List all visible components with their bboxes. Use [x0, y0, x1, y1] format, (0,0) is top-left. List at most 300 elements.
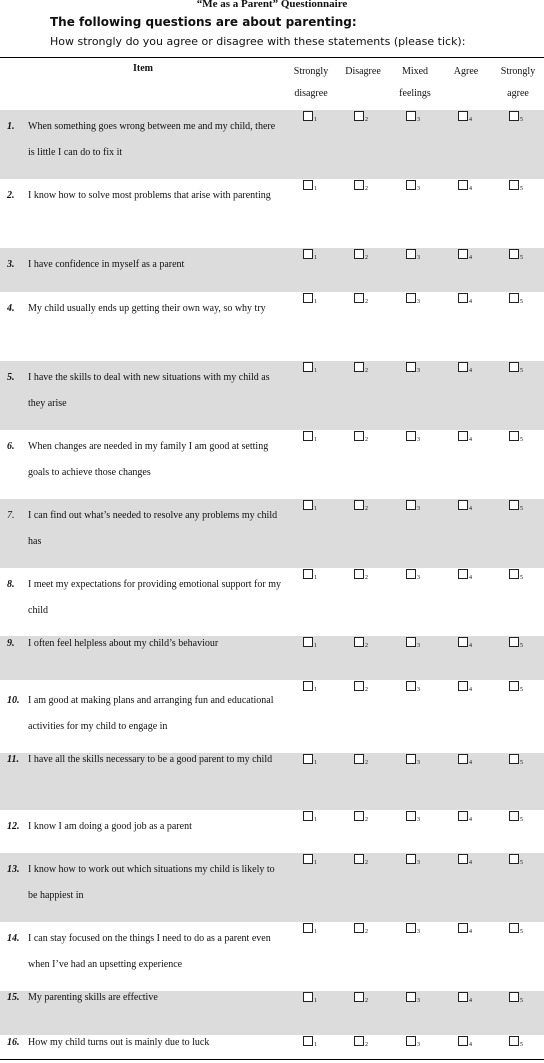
- tick-checkbox[interactable]: [458, 811, 468, 821]
- tick-checkbox[interactable]: [458, 569, 468, 579]
- response-option: [406, 854, 436, 870]
- response-option: [406, 811, 436, 827]
- item-number: 2.: [7, 190, 15, 201]
- scale-number: 5: [520, 687, 523, 693]
- column-header-line: feelings: [399, 88, 431, 99]
- tick-checkbox[interactable]: [458, 431, 468, 441]
- tick-checkbox[interactable]: [509, 992, 519, 1002]
- response-option: [458, 293, 488, 309]
- item-number: 7.: [7, 510, 15, 521]
- item-number: 8.: [7, 579, 15, 590]
- item-number: 12.: [7, 821, 20, 832]
- scale-number: 1: [314, 998, 317, 1004]
- scale-number: 1: [314, 817, 317, 823]
- scale-number: 2: [365, 1042, 368, 1048]
- scale-number: 1: [314, 299, 317, 305]
- scale-number: 2: [365, 687, 368, 693]
- response-option: [458, 923, 488, 939]
- scale-number: 2: [365, 760, 368, 766]
- scale-number: 1: [314, 860, 317, 866]
- scale-number: 4: [469, 437, 472, 443]
- table-row: [0, 430, 544, 499]
- tick-checkbox[interactable]: [458, 180, 468, 190]
- tick-checkbox[interactable]: [303, 569, 313, 579]
- tick-checkbox[interactable]: [303, 431, 313, 441]
- response-option: [303, 681, 333, 697]
- item-text: I can stay focused on the things I need to do as a parent even when I’ve had an upsetting experience: [28, 933, 271, 970]
- tick-checkbox[interactable]: [354, 180, 364, 190]
- item-number: 3.: [7, 259, 15, 270]
- response-option: [509, 362, 539, 378]
- scale-number: 5: [520, 860, 523, 866]
- response-option: [303, 923, 333, 939]
- tick-checkbox[interactable]: [354, 293, 364, 303]
- response-option: [303, 249, 333, 265]
- response-option: [458, 854, 488, 870]
- response-option: [303, 362, 333, 378]
- item-number: 15.: [7, 992, 20, 1003]
- tick-checkbox[interactable]: [458, 111, 468, 121]
- response-option: [406, 362, 436, 378]
- scale-number: 2: [365, 575, 368, 581]
- table-row: [0, 853, 544, 922]
- tick-checkbox[interactable]: [354, 992, 364, 1002]
- tick-checkbox[interactable]: [406, 854, 416, 864]
- column-header-line: Disagree: [345, 66, 381, 77]
- tick-checkbox[interactable]: [458, 637, 468, 647]
- tick-checkbox[interactable]: [406, 637, 416, 647]
- scale-number: 3: [417, 817, 420, 823]
- item-text: I know how to work out which situations my child is likely to be happiest in: [28, 864, 275, 901]
- scale-number: 1: [314, 760, 317, 766]
- response-option: [509, 811, 539, 827]
- response-option: [354, 293, 384, 309]
- tick-checkbox[interactable]: [458, 500, 468, 510]
- item-text: I can find out what’s needed to resolve any problems my child has: [28, 510, 278, 547]
- response-option: [354, 180, 384, 196]
- item-number: 11.: [7, 754, 19, 765]
- scale-number: 2: [365, 643, 368, 649]
- item-text: I know I am doing a good job as a parent: [28, 821, 192, 832]
- scale-number: 2: [365, 368, 368, 374]
- tick-checkbox[interactable]: [406, 811, 416, 821]
- scale-number: 2: [365, 437, 368, 443]
- tick-checkbox[interactable]: [354, 249, 364, 259]
- intro-instruction: How strongly do you agree or disagree with these statements (please tick):: [50, 35, 466, 48]
- response-option: [354, 111, 384, 127]
- response-option: [458, 811, 488, 827]
- response-option: [354, 569, 384, 585]
- tick-checkbox[interactable]: [406, 1036, 416, 1046]
- scale-number: 4: [469, 860, 472, 866]
- tick-checkbox[interactable]: [458, 854, 468, 864]
- scale-number: 4: [469, 368, 472, 374]
- response-option: [406, 569, 436, 585]
- response-option: [354, 811, 384, 827]
- tick-checkbox[interactable]: [406, 293, 416, 303]
- response-option: [354, 1036, 384, 1052]
- response-option: [458, 431, 488, 447]
- table-row: [0, 680, 544, 753]
- tick-checkbox[interactable]: [303, 637, 313, 647]
- table-row: [0, 568, 544, 636]
- scale-number: 3: [417, 368, 420, 374]
- table-row: [0, 1035, 544, 1059]
- response-option: [303, 293, 333, 309]
- response-option: [354, 249, 384, 265]
- tick-checkbox[interactable]: [303, 1036, 313, 1046]
- tick-checkbox[interactable]: [354, 569, 364, 579]
- tick-checkbox[interactable]: [406, 180, 416, 190]
- response-option: [303, 180, 333, 196]
- response-option: [406, 293, 436, 309]
- scale-number: 4: [469, 186, 472, 192]
- table-row: [0, 499, 544, 568]
- tick-checkbox[interactable]: [303, 180, 313, 190]
- response-option: [303, 854, 333, 870]
- table-row: [0, 248, 544, 292]
- response-option: [303, 637, 333, 653]
- scale-number: 1: [314, 506, 317, 512]
- column-header-line: Strongly: [293, 66, 329, 77]
- item-text: I have the skills to deal with new situations with my child as they arise: [28, 372, 270, 409]
- response-option: [509, 992, 539, 1008]
- tick-checkbox[interactable]: [354, 431, 364, 441]
- response-option: [354, 500, 384, 516]
- response-option: [509, 249, 539, 265]
- table-row: [0, 361, 544, 430]
- tick-checkbox[interactable]: [303, 811, 313, 821]
- scale-number: 3: [417, 437, 420, 443]
- item-number: 10.: [7, 695, 20, 706]
- tick-checkbox[interactable]: [406, 681, 416, 691]
- tick-checkbox[interactable]: [354, 854, 364, 864]
- column-header-line: disagree: [294, 88, 328, 99]
- table-row: [0, 991, 544, 1035]
- table-row: [0, 110, 544, 179]
- tick-checkbox[interactable]: [303, 754, 313, 764]
- scale-number: 4: [469, 760, 472, 766]
- response-option: [458, 180, 488, 196]
- item-column-header: Item: [133, 63, 153, 74]
- response-option: [509, 854, 539, 870]
- item-text: I have confidence in myself as a parent: [28, 259, 185, 270]
- response-option: [303, 111, 333, 127]
- tick-checkbox[interactable]: [406, 992, 416, 1002]
- tick-checkbox[interactable]: [406, 500, 416, 510]
- response-option: [406, 431, 436, 447]
- response-option: [354, 431, 384, 447]
- item-text: I often feel helpless about my child’s behaviour: [28, 638, 219, 649]
- scale-number: 3: [417, 760, 420, 766]
- tick-checkbox[interactable]: [303, 923, 313, 933]
- item-text: My child usually ends up getting their own way, so why try: [28, 303, 266, 314]
- scale-number: 5: [520, 506, 523, 512]
- scale-number: 3: [417, 117, 420, 123]
- response-option: [509, 1036, 539, 1052]
- tick-checkbox[interactable]: [406, 111, 416, 121]
- tick-checkbox[interactable]: [354, 500, 364, 510]
- scale-number: 4: [469, 299, 472, 305]
- tick-checkbox[interactable]: [458, 249, 468, 259]
- column-header-line: Agree: [453, 66, 479, 77]
- tick-checkbox[interactable]: [509, 111, 519, 121]
- response-option: [406, 637, 436, 653]
- scale-number: 1: [314, 929, 317, 935]
- response-option: [509, 111, 539, 127]
- table-row: [0, 753, 544, 810]
- response-option: [509, 754, 539, 770]
- response-option: [406, 923, 436, 939]
- scale-number: 3: [417, 929, 420, 935]
- item-text: I am good at making plans and arranging fun and educational activities for my child to engage in: [28, 695, 274, 732]
- scale-number: 5: [520, 760, 523, 766]
- response-option: [303, 500, 333, 516]
- tick-checkbox[interactable]: [509, 431, 519, 441]
- response-option: [406, 500, 436, 516]
- scale-number: 5: [520, 643, 523, 649]
- scale-number: 4: [469, 929, 472, 935]
- tick-checkbox[interactable]: [509, 811, 519, 821]
- tick-checkbox[interactable]: [354, 811, 364, 821]
- scale-number: 2: [365, 255, 368, 261]
- response-option: [509, 431, 539, 447]
- scale-number: 1: [314, 687, 317, 693]
- scale-number: 2: [365, 186, 368, 192]
- scale-number: 2: [365, 506, 368, 512]
- tick-checkbox[interactable]: [406, 754, 416, 764]
- response-option: [458, 500, 488, 516]
- scale-number: 2: [365, 998, 368, 1004]
- column-header-strongly-agree: [492, 61, 544, 105]
- response-option: [406, 681, 436, 697]
- scale-number: 4: [469, 1042, 472, 1048]
- scale-number: 5: [520, 186, 523, 192]
- scale-number: 3: [417, 506, 420, 512]
- item-text: I have all the skills necessary to be a good parent to my child: [28, 754, 273, 765]
- tick-checkbox[interactable]: [354, 1036, 364, 1046]
- scale-number: 4: [469, 255, 472, 261]
- column-header-line: agree: [507, 88, 529, 99]
- tick-checkbox[interactable]: [303, 249, 313, 259]
- column-header-mixed-feelings: [389, 61, 441, 105]
- tick-checkbox[interactable]: [406, 923, 416, 933]
- scale-number: 4: [469, 817, 472, 823]
- scale-number: 3: [417, 186, 420, 192]
- scale-number: 5: [520, 998, 523, 1004]
- response-option: [406, 992, 436, 1008]
- response-option: [406, 754, 436, 770]
- response-option: [406, 111, 436, 127]
- tick-checkbox[interactable]: [509, 754, 519, 764]
- scale-number: 5: [520, 255, 523, 261]
- tick-checkbox[interactable]: [509, 249, 519, 259]
- response-option: [458, 111, 488, 127]
- response-option: [406, 1036, 436, 1052]
- item-text: When something goes wrong between me and my child, there is little I can do to fix it: [28, 121, 276, 158]
- column-header-line: Strongly: [500, 66, 536, 77]
- response-option: [354, 992, 384, 1008]
- tick-checkbox[interactable]: [406, 569, 416, 579]
- scale-number: 1: [314, 368, 317, 374]
- tick-checkbox[interactable]: [354, 754, 364, 764]
- tick-checkbox[interactable]: [509, 854, 519, 864]
- response-option: [406, 249, 436, 265]
- scale-number: 5: [520, 817, 523, 823]
- tick-checkbox[interactable]: [509, 500, 519, 510]
- item-number: 5.: [7, 372, 15, 383]
- scale-number: 3: [417, 998, 420, 1004]
- intro-heading: The following questions are about parenting:: [50, 15, 357, 29]
- tick-checkbox[interactable]: [509, 637, 519, 647]
- scale-number: 5: [520, 117, 523, 123]
- response-option: [458, 249, 488, 265]
- scale-number: 4: [469, 575, 472, 581]
- response-option: [509, 923, 539, 939]
- response-option: [406, 180, 436, 196]
- response-option: [354, 681, 384, 697]
- scale-number: 1: [314, 1042, 317, 1048]
- scale-number: 5: [520, 368, 523, 374]
- tick-checkbox[interactable]: [458, 681, 468, 691]
- scale-number: 4: [469, 506, 472, 512]
- tick-checkbox[interactable]: [303, 362, 313, 372]
- scale-number: 2: [365, 929, 368, 935]
- response-option: [509, 569, 539, 585]
- item-number: 13.: [7, 864, 20, 875]
- response-option: [509, 180, 539, 196]
- column-header-strongly-disagree: [285, 61, 337, 105]
- response-option: [509, 681, 539, 697]
- tick-checkbox[interactable]: [354, 637, 364, 647]
- scale-number: 1: [314, 437, 317, 443]
- scale-number: 4: [469, 643, 472, 649]
- tick-checkbox[interactable]: [509, 293, 519, 303]
- tick-checkbox[interactable]: [509, 569, 519, 579]
- tick-checkbox[interactable]: [458, 923, 468, 933]
- response-option: [303, 1036, 333, 1052]
- response-option: [303, 754, 333, 770]
- column-header-disagree: [337, 61, 389, 83]
- item-number: 1.: [7, 121, 15, 132]
- scale-number: 4: [469, 998, 472, 1004]
- tick-checkbox[interactable]: [458, 362, 468, 372]
- response-option: [303, 811, 333, 827]
- item-text: I meet my expectations for providing emotional support for my child: [28, 579, 281, 616]
- column-header-agree: [440, 61, 492, 83]
- response-option: [303, 569, 333, 585]
- table-row: [0, 179, 544, 248]
- response-option: [458, 681, 488, 697]
- response-option: [354, 362, 384, 378]
- response-option: [458, 754, 488, 770]
- response-option: [458, 992, 488, 1008]
- item-text: How my child turns out is mainly due to luck: [28, 1037, 210, 1048]
- scale-number: 5: [520, 1042, 523, 1048]
- response-option: [354, 637, 384, 653]
- scale-number: 2: [365, 117, 368, 123]
- scale-number: 3: [417, 1042, 420, 1048]
- response-option: [458, 569, 488, 585]
- response-option: [509, 293, 539, 309]
- scale-number: 2: [365, 860, 368, 866]
- response-option: [458, 1036, 488, 1052]
- scale-number: 4: [469, 117, 472, 123]
- column-header-line: Mixed: [401, 66, 429, 77]
- scale-number: 3: [417, 575, 420, 581]
- tick-checkbox[interactable]: [303, 111, 313, 121]
- scale-number: 3: [417, 255, 420, 261]
- tick-checkbox[interactable]: [303, 500, 313, 510]
- response-option: [354, 754, 384, 770]
- tick-checkbox[interactable]: [406, 431, 416, 441]
- tick-checkbox[interactable]: [458, 754, 468, 764]
- item-text: When changes are needed in my family I am good at setting goals to achieve those changes: [28, 441, 269, 478]
- tick-checkbox[interactable]: [406, 362, 416, 372]
- scale-number: 3: [417, 860, 420, 866]
- tick-checkbox[interactable]: [509, 681, 519, 691]
- item-number: 14.: [7, 933, 20, 944]
- scale-number: 1: [314, 575, 317, 581]
- scale-number: 1: [314, 255, 317, 261]
- page-title: “Me as a Parent” Questionnaire: [196, 0, 348, 10]
- item-number: 6.: [7, 441, 15, 452]
- tick-checkbox[interactable]: [509, 180, 519, 190]
- tick-checkbox[interactable]: [354, 362, 364, 372]
- item-text: I know how to solve most problems that arise with parenting: [28, 190, 271, 201]
- tick-checkbox[interactable]: [509, 923, 519, 933]
- tick-checkbox[interactable]: [509, 362, 519, 372]
- tick-checkbox[interactable]: [303, 293, 313, 303]
- response-option: [303, 992, 333, 1008]
- item-text: My parenting skills are effective: [28, 992, 158, 1003]
- response-option: [458, 362, 488, 378]
- tick-checkbox[interactable]: [303, 681, 313, 691]
- tick-checkbox[interactable]: [303, 992, 313, 1002]
- tick-checkbox[interactable]: [509, 1036, 519, 1046]
- scale-number: 1: [314, 643, 317, 649]
- response-option: [509, 637, 539, 653]
- tick-checkbox[interactable]: [354, 681, 364, 691]
- tick-checkbox[interactable]: [406, 249, 416, 259]
- tick-checkbox[interactable]: [458, 992, 468, 1002]
- response-option: [354, 854, 384, 870]
- scale-number: 3: [417, 687, 420, 693]
- response-option: [458, 637, 488, 653]
- item-number: 9.: [7, 638, 15, 649]
- scale-number: 1: [314, 117, 317, 123]
- tick-checkbox[interactable]: [303, 854, 313, 864]
- scale-number: 1: [314, 186, 317, 192]
- tick-checkbox[interactable]: [354, 923, 364, 933]
- scale-number: 3: [417, 643, 420, 649]
- item-number: 16.: [7, 1037, 20, 1048]
- table-row: [0, 922, 544, 991]
- tick-checkbox[interactable]: [458, 1036, 468, 1046]
- response-option: [354, 923, 384, 939]
- table-row: [0, 292, 544, 361]
- scale-number: 3: [417, 299, 420, 305]
- response-option: [303, 431, 333, 447]
- table-row: [0, 810, 544, 853]
- scale-number: 5: [520, 299, 523, 305]
- scale-number: 5: [520, 575, 523, 581]
- scale-number: 5: [520, 437, 523, 443]
- tick-checkbox[interactable]: [354, 111, 364, 121]
- item-number: 4.: [7, 303, 15, 314]
- scale-number: 5: [520, 929, 523, 935]
- tick-checkbox[interactable]: [458, 293, 468, 303]
